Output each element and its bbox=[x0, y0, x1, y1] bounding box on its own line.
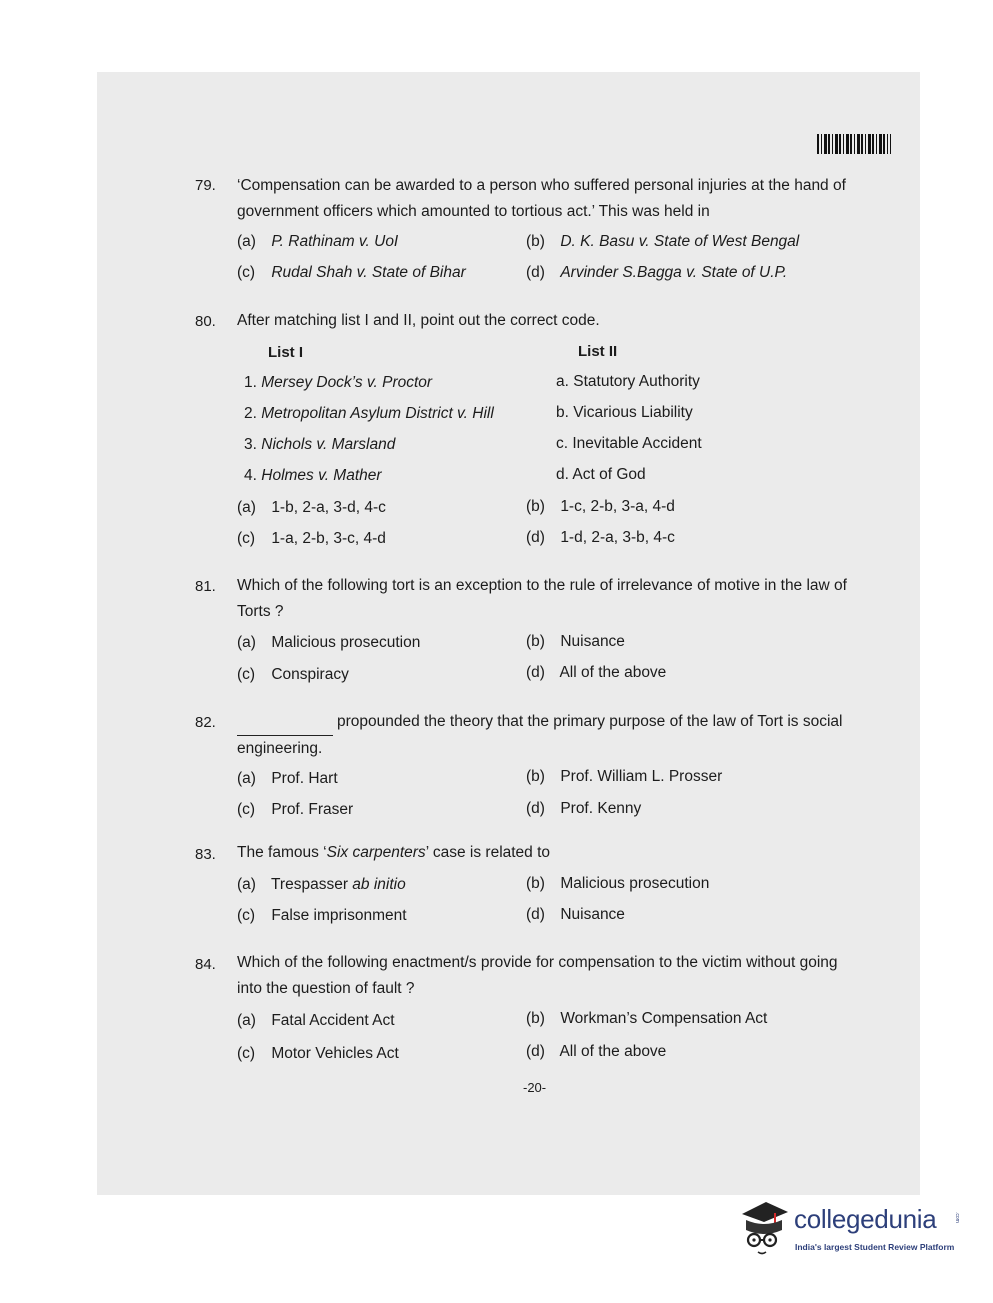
question-79-text: ‘Compensation can be awarded to a person who suffered personal injuries at the hand of government officers which amounted to tortious act.’ This was held in bbox=[237, 177, 846, 220]
question-82-option-b: (b) Prof. William L. Prosser bbox=[526, 768, 723, 785]
question-84-option-b: (b) Workman’s Compensation Act bbox=[526, 1010, 768, 1027]
collegedunia-logo[interactable] bbox=[738, 1200, 960, 1260]
question-83-number: 83. bbox=[195, 846, 216, 863]
question-80-number: 80. bbox=[195, 313, 216, 330]
question-81-option-c: (c) Conspiracy bbox=[237, 666, 349, 683]
list-2-heading: List II bbox=[578, 343, 618, 360]
question-82-option-d: (d) Prof. Kenny bbox=[526, 800, 642, 817]
question-79-option-c: (c) Rudal Shah v. State of Bihar bbox=[237, 264, 466, 281]
list-1-item: 3. Nichols v. Marsland bbox=[244, 436, 396, 453]
question-83-option-d: (d) Nuisance bbox=[526, 906, 625, 923]
question-84-text: Which of the following enactment/s provide for compensation to the victim without going into the question of fault ? bbox=[237, 954, 838, 997]
question-84-option-a: (a) Fatal Accident Act bbox=[237, 1012, 395, 1029]
question-83-option-c: (c) False imprisonment bbox=[237, 907, 407, 924]
question-84-option-d: (d) All of the above bbox=[526, 1043, 667, 1060]
question-80-text: After matching list I and II, point out the correct code. bbox=[237, 312, 600, 329]
question-79-option-d: (d) Arvinder S.Bagga v. State of U.P. bbox=[526, 264, 788, 281]
list-2-item: a. Statutory Authority bbox=[556, 373, 700, 390]
question-82-number: 82. bbox=[195, 714, 216, 731]
question-81-option-d: (d) All of the above bbox=[526, 664, 667, 681]
mascot-icon bbox=[738, 1200, 790, 1256]
brand-tagline: India's largest Student Review Platform bbox=[795, 1242, 955, 1252]
question-82-option-c: (c) Prof. Fraser bbox=[237, 801, 354, 818]
list-2-item: d. Act of God bbox=[556, 466, 646, 483]
question-80-option-d: (d) 1-d, 2-a, 3-b, 4-c bbox=[526, 529, 675, 546]
question-84-option-c: (c) Motor Vehicles Act bbox=[237, 1045, 399, 1062]
question-83-text: The famous ‘Six carpenters’ case is related to bbox=[237, 844, 551, 861]
list-2-item: c. Inevitable Accident bbox=[556, 435, 702, 452]
question-81-number: 81. bbox=[195, 578, 216, 595]
question-84-number: 84. bbox=[195, 956, 216, 973]
list-1-item: 2. Metropolitan Asylum District v. Hill bbox=[244, 405, 494, 422]
question-81-option-b: (b) Nuisance bbox=[526, 633, 625, 650]
question-80-option-a: (a) 1-b, 2-a, 3-d, 4-c bbox=[237, 499, 386, 516]
question-79-option-b: (b) D. K. Basu v. State of West Bengal bbox=[526, 233, 800, 250]
list-1-item: 1. Mersey Dock’s v. Proctor bbox=[244, 374, 433, 391]
brand-name: collegedunia bbox=[794, 1204, 937, 1234]
question-80-option-b: (b) 1-c, 2-b, 3-a, 4-d bbox=[526, 498, 675, 515]
question-79-number: 79. bbox=[195, 177, 216, 194]
question-80-option-c: (c) 1-a, 2-b, 3-c, 4-d bbox=[237, 530, 386, 547]
answer-blank bbox=[237, 709, 333, 736]
brand-suffix: .com bbox=[954, 1212, 960, 1223]
list-1-heading: List I bbox=[268, 344, 304, 361]
barcode bbox=[817, 134, 891, 154]
list-1-item: 4. Holmes v. Mather bbox=[244, 467, 382, 484]
question-79-option-a: (a) P. Rathinam v. UoI bbox=[237, 233, 399, 250]
question-82-option-a: (a) Prof. Hart bbox=[237, 770, 338, 787]
page-number: -20- bbox=[523, 1080, 547, 1095]
list-2-item: b. Vicarious Liability bbox=[556, 404, 693, 421]
question-83-option-a: (a) Trespasser ab initio bbox=[237, 876, 406, 893]
question-81-text: Which of the following tort is an exception to the rule of irrelevance of motive in the law of Torts ? bbox=[237, 577, 847, 620]
question-82-text: propounded the theory that the primary purpose of the law of Tort is social engineering. bbox=[237, 709, 862, 762]
question-81-option-a: (a) Malicious prosecution bbox=[237, 634, 421, 651]
question-83-option-b: (b) Malicious prosecution bbox=[526, 875, 710, 892]
